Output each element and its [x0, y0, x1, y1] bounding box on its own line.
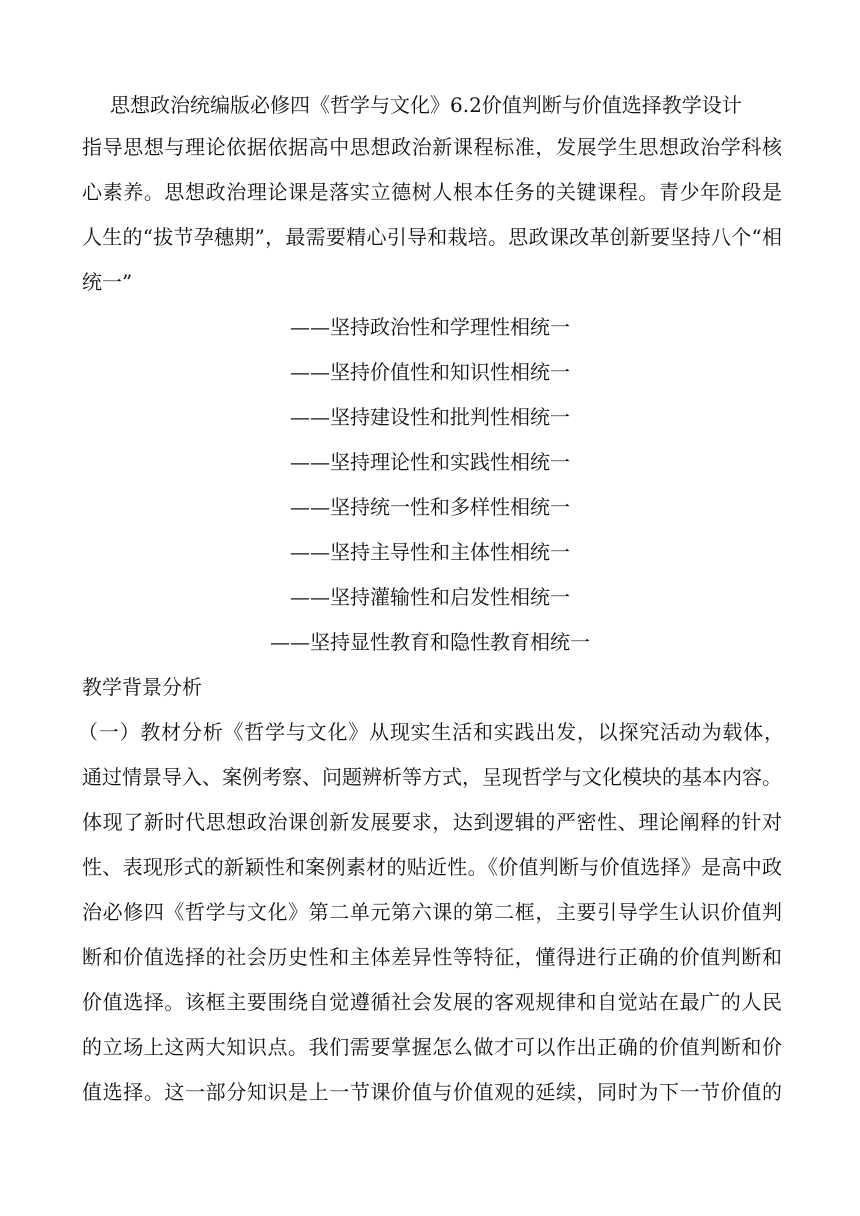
analysis-line-3: 体现了新时代思想政治课创新发展要求，达到逻辑的严密性、理论阐释的针对: [82, 810, 782, 834]
intro-line-3: 人生的“拔节孕穗期”，最需要精心引导和栽培。思政课改革创新要坚持八个“相: [82, 225, 782, 249]
principle-line-8: ——坚持显性教育和隐性教育相统一: [270, 630, 590, 654]
analysis-line-4: 性、表现形式的新颖性和案例素材的贴近性。《价值判断与价值选择》是高中政: [82, 855, 782, 879]
analysis-line-8: 的立场上这两大知识点。我们需要掌握怎么做才可以作出正确的价值判断和价: [82, 1035, 782, 1059]
analysis-line-2: 通过情景导入、案例考察、问题辨析等方式，呈现哲学与文化模块的基本内容。: [82, 765, 782, 789]
principle-line-7: ——坚持灌输性和启发性相统一: [290, 585, 570, 609]
principle-line-2: ——坚持价值性和知识性相统一: [290, 360, 570, 384]
analysis-line-5: 治必修四《哲学与文化》第二单元第六课的第二框，主要引导学生认识价值判: [82, 900, 782, 924]
intro-line-1: 指导思想与理论依据依据高中思想政治新课程标准，发展学生思想政治学科核: [82, 135, 782, 159]
intro-line-2: 心素养。思想政治理论课是落实立德树人根本任务的关键课程。青少年阶段是: [82, 180, 782, 204]
analysis-line-6: 断和价值选择的社会历史性和主体差异性等特征，懂得进行正确的价值判断和: [82, 945, 782, 969]
principle-line-4: ——坚持理论性和实践性相统一: [290, 450, 570, 474]
principle-line-5: ——坚持统一性和多样性相统一: [290, 495, 570, 519]
section-heading: 教学背景分析: [82, 675, 202, 699]
document-title: 思想政治统编版必修四《哲学与文化》6.2价值判断与价值选择教学设计: [110, 93, 742, 117]
principle-line-1: ——坚持政治性和学理性相统一: [290, 315, 570, 339]
analysis-line-7: 价值选择。该框主要围绕自觉遵循社会发展的客观规律和自觉站在最广的人民: [82, 990, 782, 1014]
analysis-line-1: （一）教材分析《哲学与文化》从现实生活和实践出发，以探究活动为载体，: [78, 720, 784, 744]
principle-line-3: ——坚持建设性和批判性相统一: [290, 405, 570, 429]
principle-line-6: ——坚持主导性和主体性相统一: [290, 540, 570, 564]
analysis-line-9: 值选择。这一部分知识是上一节课价值与价值观的延续，同时为下一节价值的: [82, 1080, 782, 1104]
intro-line-4: 统一”: [82, 270, 133, 294]
